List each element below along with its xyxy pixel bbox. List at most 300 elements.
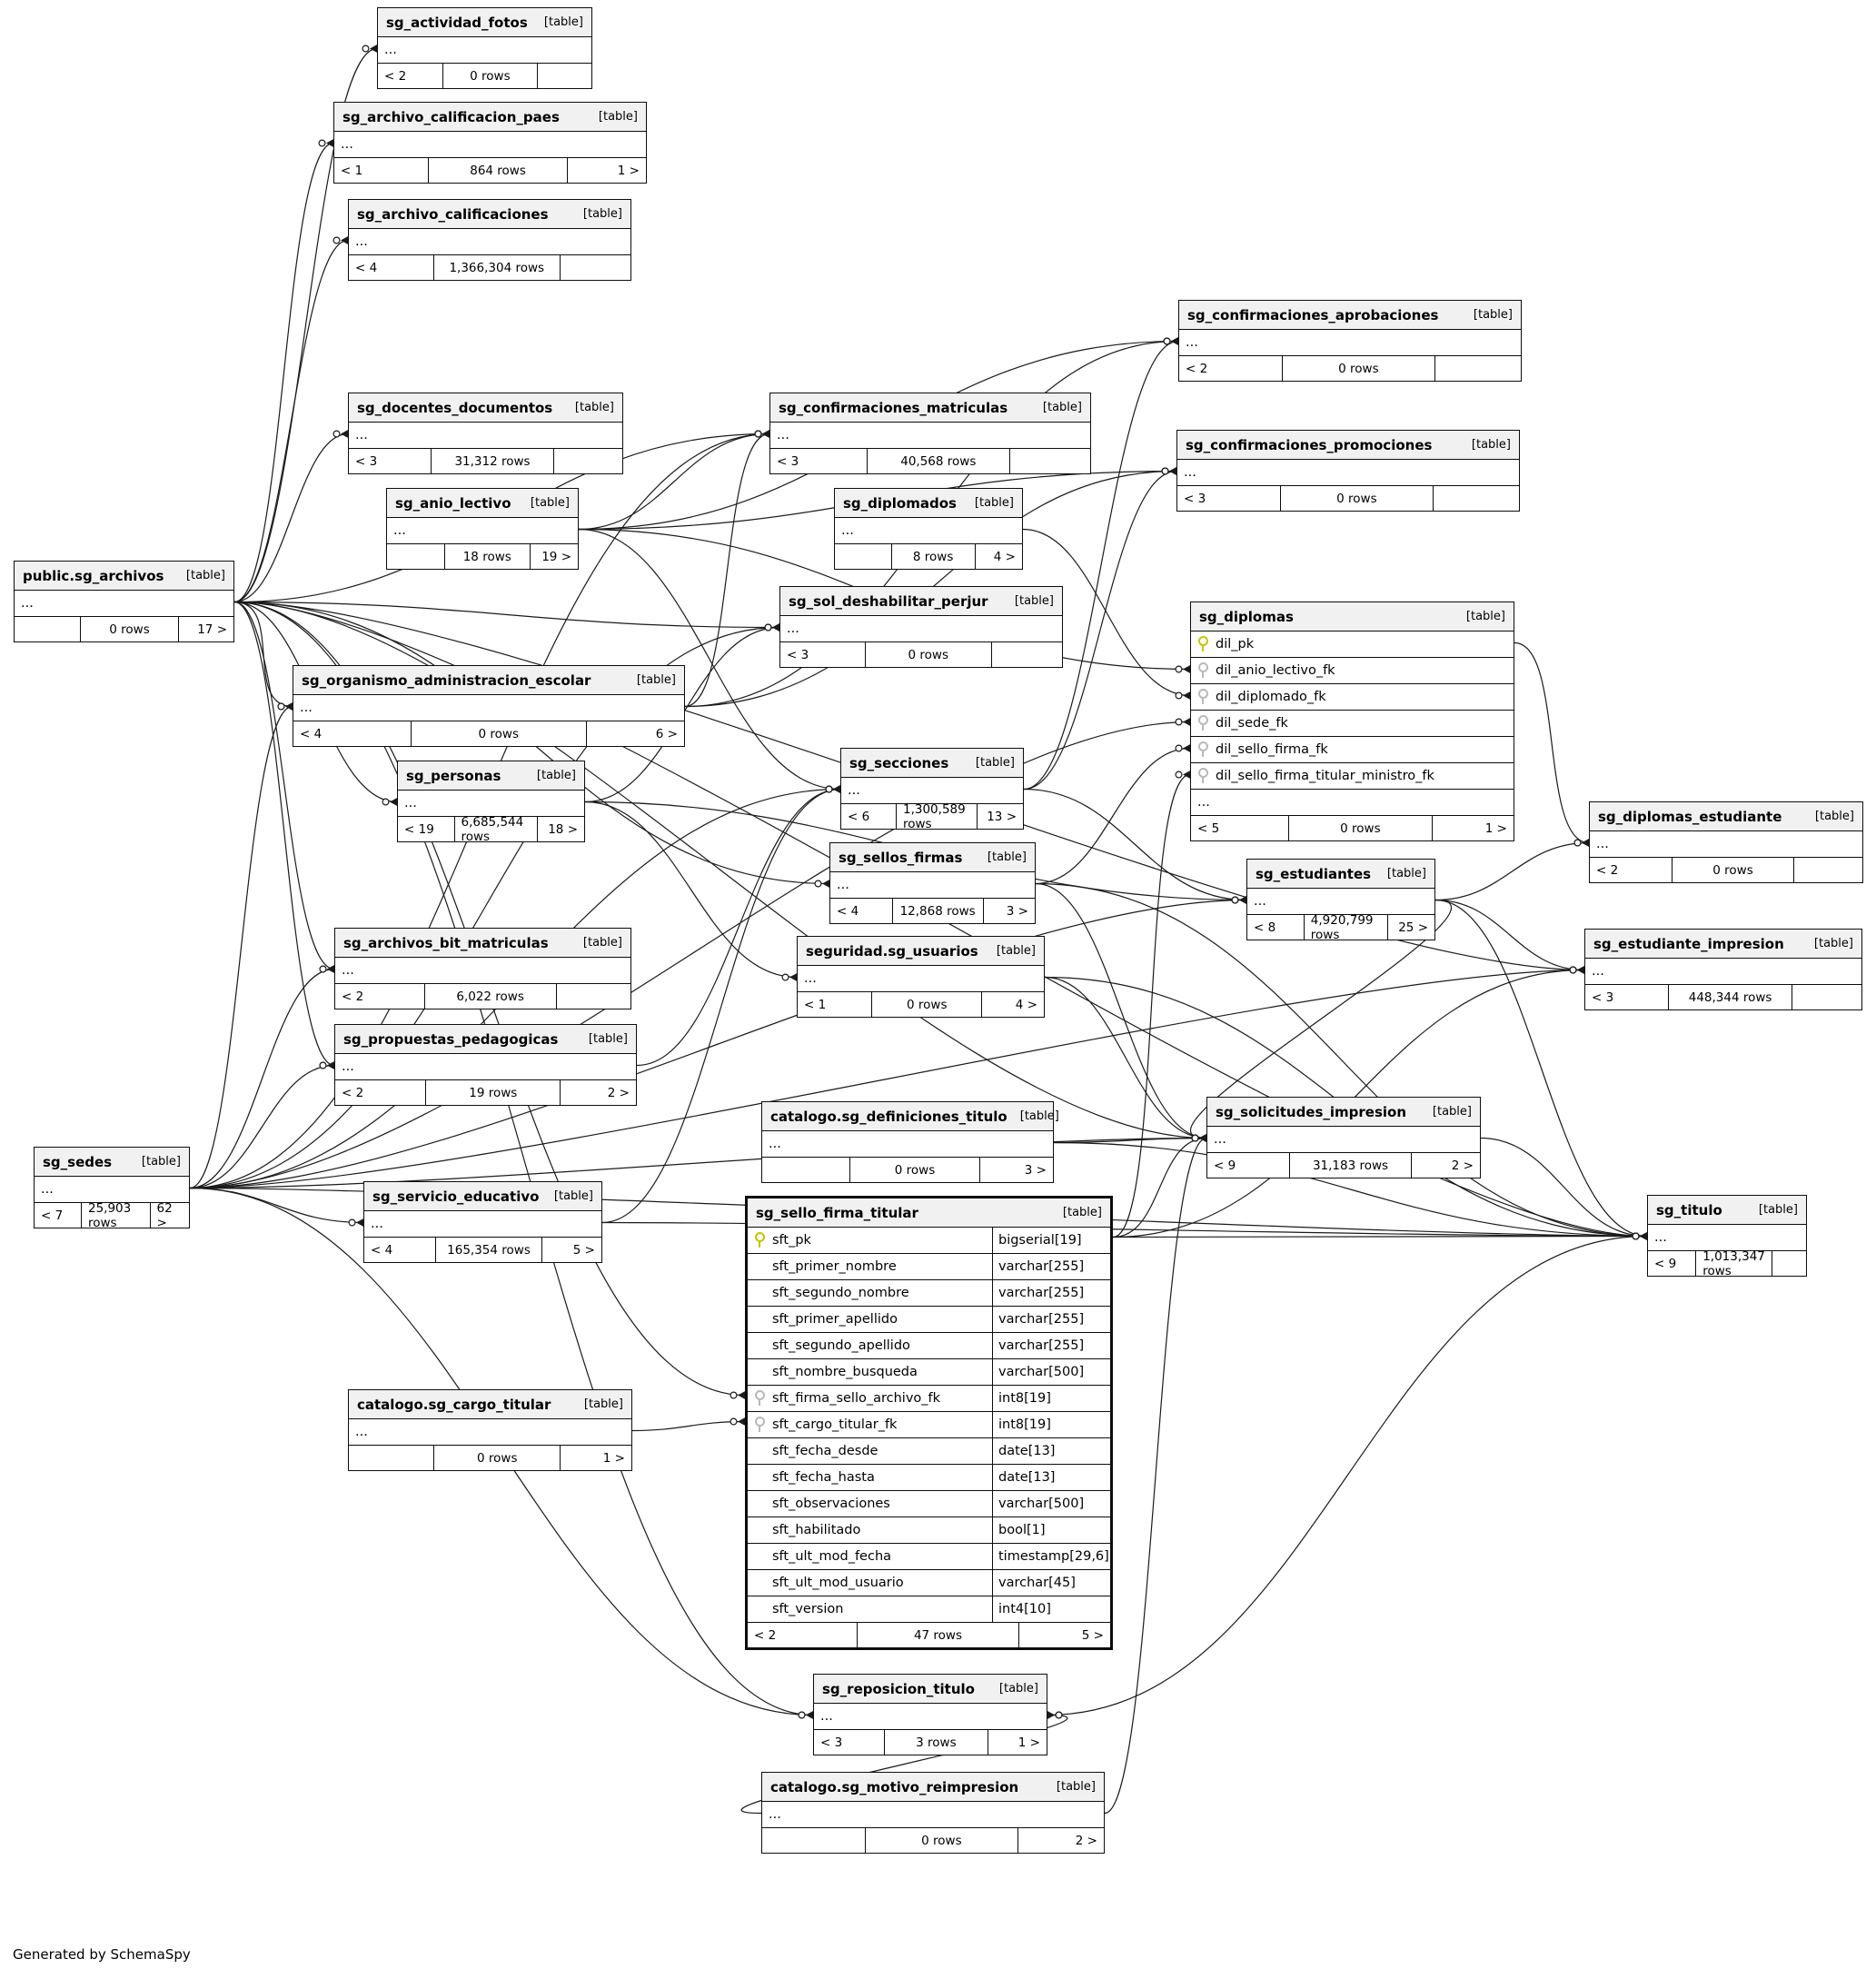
table-type-badge: [table] (998, 1682, 1038, 1696)
table-columns (814, 1704, 1047, 1730)
table-name[interactable]: sg_archivo_calificaciones (357, 205, 549, 223)
table-header[interactable] (1179, 301, 1521, 330)
column-type: int8[19] (992, 1386, 1110, 1411)
table-type-badge: [table] (1042, 401, 1082, 414)
table-columns (748, 1228, 1110, 1623)
columns-ellipsis-row: ... (780, 616, 1062, 642)
footer-child-count: 1 > (1017, 1735, 1040, 1750)
table-columns (398, 791, 584, 817)
table-name[interactable]: catalogo.sg_motivo_reimpresion (770, 1778, 1019, 1795)
table-node-sg_archivos_bit_matriculas[interactable] (334, 928, 631, 1009)
column-type: varchar[255] (992, 1280, 1110, 1306)
table-footer (1207, 1153, 1480, 1178)
table-name[interactable]: sg_confirmaciones_promociones (1186, 436, 1433, 453)
footer-child-count: 4 > (1015, 997, 1037, 1012)
footer-child-count: 1 > (617, 163, 640, 178)
footer-parent-count: < 3 (1184, 491, 1206, 506)
table-header[interactable] (1590, 802, 1862, 831)
columns-ellipsis-row: ... (841, 778, 1023, 804)
table-node-sg_diplomas_estudiante[interactable] (1589, 801, 1863, 883)
table-name[interactable]: sg_estudiante_impresion (1593, 935, 1784, 952)
footer-parent-count: < 9 (1654, 1256, 1677, 1271)
footer-row-count: 1,013,347 rows (1695, 1251, 1772, 1276)
table-type-badge: [table] (987, 850, 1027, 864)
table-footer (334, 158, 646, 183)
columns-ellipsis-row: ... (15, 591, 233, 617)
fk-edge-seguridad.sg_usuarios-to-sg_solicitudes_impresion (1045, 978, 1206, 1139)
foreign-key-icon (755, 1417, 765, 1427)
column-name: dil_diplomado_fk (1216, 690, 1326, 704)
table-footer (770, 449, 1090, 473)
table-header[interactable] (1585, 930, 1861, 959)
footer-parent-count: < 2 (1596, 862, 1619, 878)
columns-ellipsis-row: ... (798, 966, 1044, 992)
table-name[interactable]: seguridad.sg_usuarios (806, 942, 978, 960)
table-footer (835, 544, 1022, 569)
table-header[interactable] (387, 489, 578, 518)
footer-row-count: 0 rows (871, 992, 982, 1017)
columns-ellipsis-row: ... (1177, 460, 1519, 486)
column-name: sft_version (772, 1602, 844, 1616)
table-type-badge: [table] (530, 496, 570, 510)
table-header[interactable] (748, 1198, 1110, 1228)
footer-row-count: 165,354 rows (435, 1238, 541, 1262)
table-node-sg_archivo_calificaciones[interactable] (348, 199, 631, 281)
table-header[interactable] (1247, 860, 1434, 889)
footer-row-count: 0 rows (1280, 486, 1434, 511)
table-columns (293, 695, 684, 721)
footer-row-count: 0 rows (865, 1828, 1018, 1853)
column-row-dil_anio_lectivo_fk (1191, 658, 1514, 684)
footer-parent-count (15, 617, 80, 641)
table-footer (780, 642, 1062, 667)
table-name[interactable]: sg_personas (406, 767, 501, 784)
column-name: dil_sello_firma_titular_ministro_fk (1216, 769, 1434, 783)
table-type-badge: [table] (185, 569, 225, 582)
footer-child-count: 4 > (993, 549, 1016, 564)
table-name[interactable]: sg_propuestas_pedagogicas (343, 1030, 559, 1048)
column-name: sft_segundo_nombre (772, 1286, 909, 1300)
columns-ellipsis-row: ... (335, 1054, 636, 1080)
footer-parent-count (835, 544, 891, 569)
column-name: sft_firma_sello_archivo_fk (772, 1391, 941, 1406)
footer-row-count: 40,568 rows (867, 449, 1010, 473)
table-node-sg_estudiante_impresion[interactable] (1584, 929, 1862, 1010)
table-name[interactable]: sg_actividad_fotos (386, 14, 528, 31)
table-type-badge: [table] (1471, 438, 1511, 452)
columns-ellipsis-row: ... (1207, 1127, 1480, 1153)
column-name: sft_segundo_apellido (772, 1338, 910, 1353)
footer-row-count: 0 rows (1282, 356, 1435, 381)
footer-child-count (1435, 356, 1521, 381)
footer-row-count: 0 rows (433, 1446, 561, 1470)
table-node-sg_anio_lectivo[interactable] (386, 488, 579, 570)
table-footer (335, 984, 630, 1009)
column-row-sft_observaciones (748, 1491, 1110, 1517)
table-node-public.sg_archivos[interactable] (14, 561, 234, 642)
table-node-sg_personas[interactable] (397, 761, 585, 842)
table-node-sg_docentes_documentos[interactable] (348, 393, 623, 474)
column-name: sft_primer_nombre (772, 1259, 897, 1274)
table-header[interactable] (349, 393, 622, 423)
fk-edge-sg_sellos_firmas-to-sg_diplomas (1036, 749, 1190, 884)
footer-child-count: 18 > (548, 821, 578, 837)
footer-child-count (1434, 486, 1519, 511)
table-name[interactable]: sg_estudiantes (1256, 865, 1372, 882)
table-node-sg_sedes[interactable] (34, 1147, 190, 1228)
footer-child-count: 2 > (1075, 1833, 1097, 1848)
column-type: varchar[500] (992, 1491, 1110, 1517)
footer-parent-count (387, 544, 444, 569)
footer-parent-count: < 8 (1254, 920, 1276, 935)
column-type: varchar[500] (992, 1359, 1110, 1385)
column-name: sft_fecha_desde (772, 1444, 878, 1458)
fk-edge-sg_diplomas-to-sg_diplomas_estudiante (1514, 643, 1589, 843)
footer-child-count: 2 > (1451, 1158, 1474, 1173)
table-node-sg_confirmaciones_aprobaciones[interactable] (1178, 300, 1522, 382)
table-type-badge: [table] (1056, 1780, 1096, 1794)
fk-edge-sg_propuestas_pedagogicas-to-sg_secciones (637, 790, 840, 1066)
table-header[interactable] (15, 562, 233, 591)
table-footer (349, 255, 630, 280)
column-row-sft_ult_mod_fecha (748, 1544, 1110, 1570)
table-type-badge: [table] (1465, 610, 1505, 623)
table-node-sg_diplomados[interactable] (834, 488, 1023, 570)
columns-ellipsis-row: ... (349, 229, 630, 255)
fk-edge-sg_organismo_administracion_escolar-to-sg_confirmaciones_matriculas (685, 434, 769, 707)
footer-row-count: 0 rows (80, 617, 178, 641)
table-node-sg_actividad_fotos[interactable] (377, 7, 592, 89)
table-type-badge: [table] (574, 401, 614, 414)
columns-ellipsis-row: ... (1590, 831, 1862, 858)
footer-child-count (1794, 858, 1862, 882)
columns-ellipsis-row: ... (349, 1419, 631, 1446)
table-header[interactable] (293, 666, 684, 695)
table-footer (335, 1080, 636, 1105)
table-name[interactable]: public.sg_archivos (23, 567, 164, 584)
columns-ellipsis-row: ... (387, 518, 578, 544)
table-header[interactable] (1177, 431, 1519, 460)
table-node-catalogo.sg_cargo_titular[interactable] (348, 1389, 632, 1471)
columns-ellipsis-row: ... (1179, 330, 1521, 356)
column-row-sft_firma_sello_archivo_fk (748, 1386, 1110, 1412)
footer-row-count: 3 rows (884, 1730, 988, 1755)
table-footer (349, 449, 622, 473)
table-header[interactable] (378, 8, 591, 37)
table-footer (1191, 816, 1514, 840)
column-name: sft_pk (772, 1233, 811, 1248)
table-header[interactable] (335, 1025, 636, 1054)
primary-key-icon (1198, 636, 1208, 646)
table-columns (1585, 959, 1861, 985)
table-node-sg_organismo_administracion_escolar[interactable] (293, 665, 685, 747)
fk-edge-public.sg_archivos-to-sg_docentes_documentos (234, 434, 348, 602)
table-header[interactable] (830, 843, 1035, 872)
table-columns (1207, 1127, 1480, 1153)
table-type-badge: [table] (543, 15, 583, 29)
table-name[interactable]: sg_organismo_administracion_escolar (302, 671, 591, 689)
table-columns (15, 591, 233, 617)
footer-child-count (557, 984, 630, 1009)
table-header[interactable] (334, 103, 646, 132)
table-node-sg_sellos_firmas[interactable] (829, 842, 1036, 924)
footer-child-count: 2 > (607, 1085, 630, 1100)
column-row-sft_pk (748, 1228, 1110, 1254)
table-node-sg_archivo_calificacion_paes[interactable] (333, 102, 647, 184)
table-node-sg_propuestas_pedagogicas[interactable] (334, 1024, 637, 1106)
table-node-sg_confirmaciones_promociones[interactable] (1176, 430, 1520, 512)
table-header[interactable] (770, 393, 1090, 423)
footer-parent-count: < 5 (1197, 820, 1220, 836)
footer-row-count: 0 rows (1288, 816, 1434, 840)
table-columns (830, 872, 1035, 899)
column-name: sft_habilitado (772, 1523, 861, 1537)
table-footer (1179, 356, 1521, 381)
column-name: dil_pk (1216, 637, 1255, 651)
footer-child-count (538, 64, 591, 88)
table-footer (15, 617, 233, 641)
table-name[interactable]: sg_anio_lectivo (395, 494, 511, 512)
table-header[interactable] (335, 929, 630, 958)
table-header[interactable] (364, 1182, 601, 1211)
table-header[interactable] (1191, 602, 1514, 631)
column-row-dil_sello_firma_fk (1191, 737, 1514, 763)
columns-ellipsis-row: ... (770, 423, 1090, 449)
table-columns (1191, 631, 1514, 816)
table-type-badge: [table] (975, 756, 1015, 770)
footer-row-count: 448,344 rows (1668, 985, 1792, 1009)
column-name: sft_fecha_hasta (772, 1470, 875, 1485)
footer-row-count: 31,312 rows (431, 449, 553, 473)
footer-parent-count: < 3 (777, 453, 799, 469)
footer-child-count (1010, 449, 1090, 473)
table-header[interactable] (1207, 1098, 1480, 1127)
footer-parent-count (762, 1158, 849, 1182)
table-header[interactable] (835, 489, 1022, 518)
table-name[interactable]: catalogo.sg_definiciones_titulo (770, 1108, 1007, 1125)
table-node-catalogo.sg_definiciones_titulo[interactable] (761, 1101, 1059, 1183)
table-type-badge: [table] (582, 936, 622, 950)
fk-edge-sg_sedes-to-sg_organismo_administracion_escolar (190, 707, 293, 1188)
table-columns (1648, 1225, 1806, 1251)
footer-parent-count: < 2 (1186, 361, 1208, 376)
table-type-badge: [table] (974, 496, 1014, 510)
column-name: dil_sede_fk (1216, 716, 1288, 731)
table-footer (364, 1238, 601, 1262)
footer-parent-count: < 4 (300, 726, 323, 741)
table-type-badge: [table] (598, 110, 638, 124)
footer-parent-count: < 7 (41, 1208, 64, 1223)
column-row-sft_ult_mod_usuario (748, 1570, 1110, 1596)
table-name[interactable]: sg_sellos_firmas (839, 849, 963, 866)
column-type: date[13] (992, 1438, 1110, 1464)
table-name[interactable]: sg_diplomados (843, 494, 957, 512)
footer-parent-count: < 2 (342, 989, 364, 1004)
table-node-seguridad.sg_usuarios[interactable] (797, 936, 1045, 1018)
table-name[interactable]: sg_confirmaciones_aprobaciones (1187, 306, 1439, 323)
table-name[interactable]: sg_sello_firma_titular (756, 1204, 918, 1221)
table-type-badge: [table] (536, 769, 576, 782)
table-footer (1247, 912, 1434, 942)
table-node-sg_sol_deshabilitar_perjur[interactable] (779, 586, 1063, 668)
columns-ellipsis-row: ... (1648, 1225, 1806, 1251)
footer-parent-count: < 19 (404, 821, 434, 837)
table-node-sg_diplomas[interactable] (1190, 602, 1514, 841)
table-footer (841, 801, 1023, 831)
table-header[interactable] (762, 1773, 1104, 1802)
columns-ellipsis-row: ... (1247, 889, 1434, 915)
column-name: sft_observaciones (772, 1497, 890, 1511)
table-node-sg_estudiantes[interactable] (1246, 859, 1435, 940)
table-columns (1177, 460, 1519, 486)
table-node-sg_confirmaciones_matriculas[interactable] (769, 393, 1091, 474)
table-header[interactable] (780, 587, 1062, 616)
table-name[interactable]: sg_secciones (849, 754, 949, 771)
table-name[interactable]: sg_solicitudes_impresion (1216, 1103, 1407, 1120)
columns-ellipsis-row: ... (762, 1131, 1053, 1158)
table-name[interactable]: sg_docentes_documentos (357, 399, 553, 416)
column-row-sft_fecha_hasta (748, 1465, 1110, 1491)
footer-parent-count: < 3 (1592, 989, 1614, 1005)
columns-ellipsis-row: ... (378, 37, 591, 64)
table-name[interactable]: sg_confirmaciones_matriculas (779, 399, 1008, 416)
column-row-dil_sello_firma_titular_ministro_fk (1191, 763, 1514, 790)
table-node-catalogo.sg_motivo_reimpresion[interactable] (761, 1772, 1105, 1854)
footer-parent-count: < 2 (754, 1627, 777, 1643)
table-name[interactable]: sg_diplomas (1199, 608, 1294, 625)
table-node-sg_sello_firma_titular[interactable] (745, 1196, 1113, 1650)
footer-parent-count: < 2 (342, 1085, 364, 1100)
table-name[interactable]: sg_sol_deshabilitar_perjur (789, 592, 988, 610)
fk-edge-catalogo.sg_cargo_titular-to-sg_sello_firma_titular (632, 1422, 745, 1431)
column-type: bigserial[19] (992, 1228, 1110, 1253)
column-name: dil_anio_lectivo_fk (1216, 663, 1335, 678)
table-name[interactable]: sg_sedes (43, 1153, 113, 1170)
column-type: int8[19] (992, 1412, 1110, 1437)
table-name[interactable]: sg_archivos_bit_matriculas (343, 934, 549, 951)
table-header[interactable] (814, 1675, 1047, 1704)
column-row-sft_primer_apellido (748, 1307, 1110, 1333)
columns-ellipsis-row: ... (35, 1177, 189, 1203)
footer-row-count: 18 rows (444, 544, 531, 569)
column-name: dil_sello_firma_fk (1216, 742, 1328, 757)
table-name[interactable]: sg_archivo_calificacion_paes (342, 108, 560, 125)
table-type-badge: [table] (1386, 867, 1426, 880)
column-row-sft_cargo_titular_fk (748, 1412, 1110, 1438)
footer-parent-count: < 1 (804, 997, 827, 1012)
table-columns (1179, 330, 1521, 356)
table-footer (830, 899, 1035, 923)
table-header[interactable] (349, 1390, 631, 1419)
footer-parent-count: < 3 (787, 647, 809, 662)
table-header[interactable] (762, 1102, 1059, 1131)
column-type: varchar[255] (992, 1333, 1110, 1358)
fk-edge-public.sg_archivos-to-sg_archivo_calificaciones (234, 241, 348, 602)
column-row-sft_version (748, 1596, 1110, 1623)
footer-row-count: 0 rows (865, 642, 992, 667)
column-row-sft_fecha_desde (748, 1438, 1110, 1465)
table-name[interactable]: sg_servicio_educativo (372, 1188, 540, 1205)
column-name: sft_nombre_busqueda (772, 1365, 918, 1379)
table-header[interactable] (35, 1148, 189, 1177)
table-columns (387, 518, 578, 544)
table-node-sg_solicitudes_impresion[interactable] (1206, 1097, 1481, 1178)
fk-edge-public.sg_archivos-to-sg_archivos_bit_matriculas (234, 602, 334, 970)
column-row-sft_nombre_busqueda (748, 1359, 1110, 1386)
column-type: int4[10] (992, 1596, 1110, 1622)
table-header[interactable] (349, 200, 630, 229)
table-columns (1247, 889, 1434, 915)
table-footer (762, 1158, 1053, 1182)
fk-edge-sg_sello_firma_titular-to-sg_titulo (1113, 1237, 1647, 1238)
table-columns (835, 518, 1022, 544)
footer-parent-count: < 3 (355, 453, 378, 469)
table-name[interactable]: sg_titulo (1656, 1201, 1722, 1218)
footer-child-count: 5 > (572, 1242, 595, 1258)
footer-row-count: 47 rows (857, 1623, 1020, 1647)
table-columns (349, 1419, 631, 1446)
table-type-badge: [table] (996, 944, 1036, 958)
footer-parent-count (349, 1446, 433, 1470)
column-name: sft_ult_mod_usuario (772, 1576, 904, 1590)
table-header[interactable] (1648, 1196, 1806, 1225)
footer-row-count: 0 rows (411, 721, 587, 746)
footer-row-count: 12,868 rows (892, 899, 984, 923)
table-node-sg_servicio_educativo[interactable] (363, 1181, 602, 1263)
table-type-badge: [table] (583, 1397, 623, 1411)
table-type-badge: [table] (636, 673, 676, 687)
footer-row-count: 19 rows (425, 1080, 561, 1105)
column-type: varchar[255] (992, 1307, 1110, 1332)
table-columns (780, 616, 1062, 642)
table-header[interactable] (841, 749, 1023, 778)
fk-edge-sg_estudiantes-to-sg_diplomas_estudiante (1435, 843, 1589, 900)
table-node-sg_reposicion_titulo[interactable] (813, 1674, 1047, 1755)
table-columns (378, 37, 591, 64)
table-type-badge: [table] (1814, 810, 1854, 823)
footer-child-count: 19 > (541, 549, 571, 564)
table-type-badge: [table] (1473, 308, 1513, 322)
table-header[interactable] (398, 761, 584, 791)
foreign-key-icon (1198, 715, 1208, 725)
table-node-sg_titulo[interactable] (1647, 1195, 1807, 1277)
footer-child-count: 1 > (1484, 820, 1507, 836)
table-type-badge: [table] (1019, 1109, 1059, 1123)
columns-ellipsis-row: ... (398, 791, 584, 817)
column-type: varchar[255] (992, 1254, 1110, 1279)
table-columns (364, 1211, 601, 1238)
table-name[interactable]: sg_reposicion_titulo (822, 1680, 975, 1697)
columns-ellipsis-row: ... (334, 132, 646, 158)
columns-ellipsis-row: ... (835, 518, 1022, 544)
table-node-sg_secciones[interactable] (840, 748, 1024, 830)
column-row-sft_habilitado (748, 1517, 1110, 1544)
table-name[interactable]: catalogo.sg_cargo_titular (357, 1396, 551, 1413)
footer-parent-count: < 4 (355, 260, 378, 275)
table-footer (748, 1623, 1110, 1647)
fk-edge-sg_sedes-to-sg_solicitudes_impresion (190, 1139, 1206, 1188)
table-type-badge: [table] (582, 207, 622, 221)
column-row-sft_segundo_apellido (748, 1333, 1110, 1359)
foreign-key-icon (1198, 741, 1208, 751)
columns-ellipsis-row: ... (349, 423, 622, 449)
table-columns (349, 229, 630, 255)
table-header[interactable] (798, 937, 1044, 966)
table-name[interactable]: sg_diplomas_estudiante (1598, 808, 1782, 825)
table-type-badge: [table] (141, 1155, 181, 1169)
fk-edge-sg_sedes-to-sg_propuestas_pedagogicas (190, 1066, 334, 1188)
table-footer (814, 1730, 1047, 1755)
